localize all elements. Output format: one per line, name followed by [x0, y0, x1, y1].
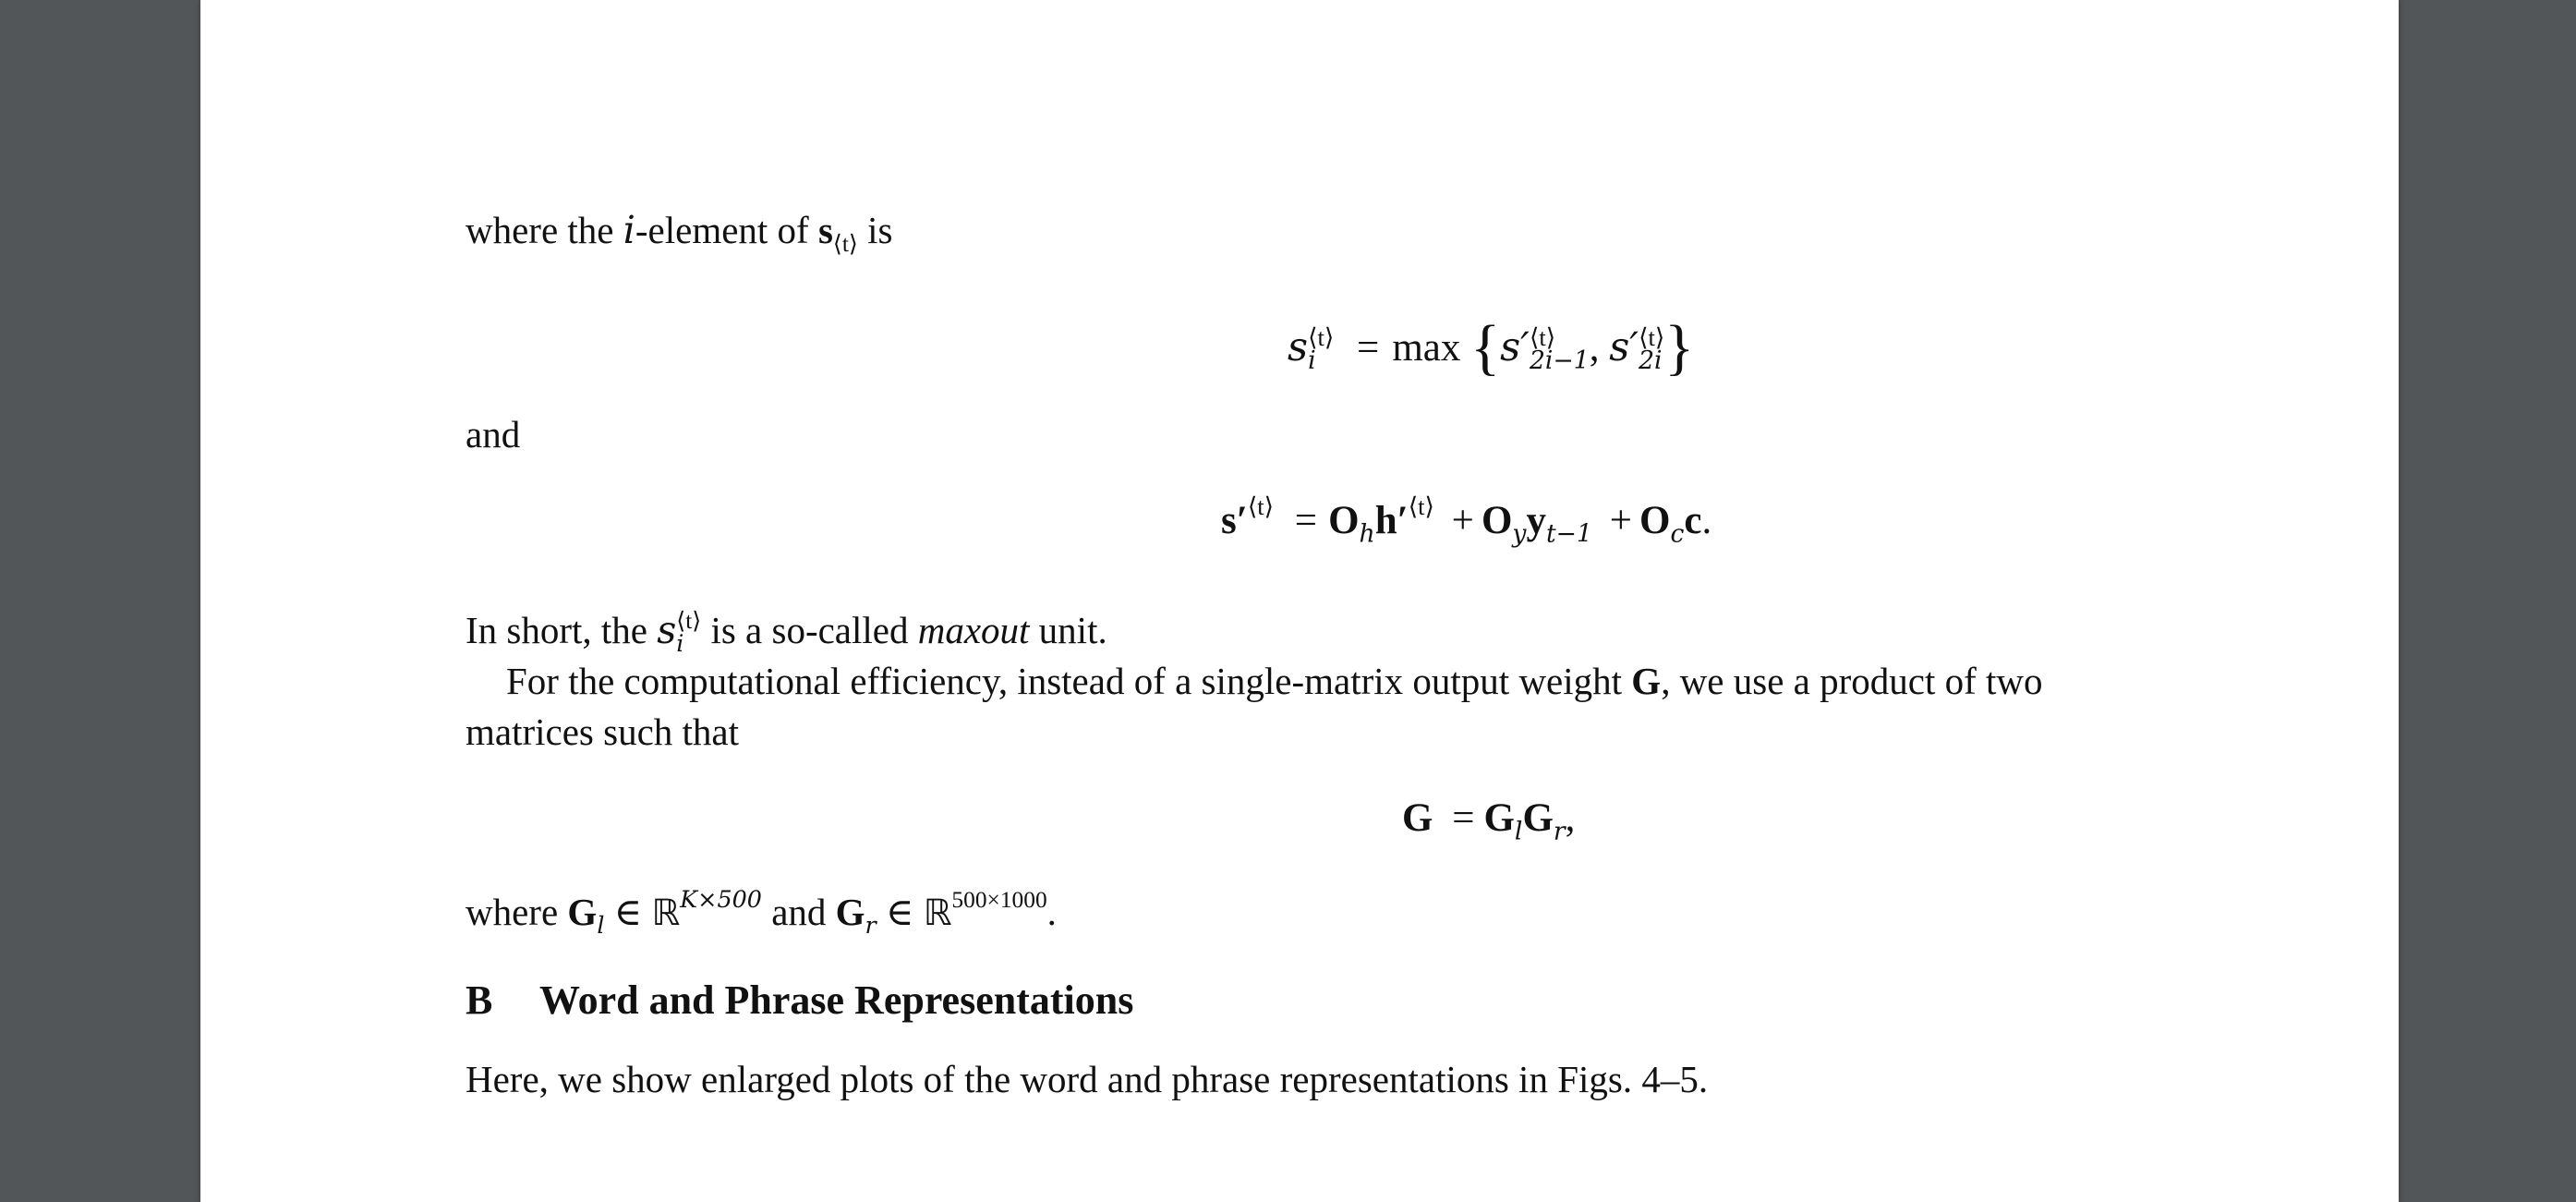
text-span: and [761, 891, 836, 933]
math-reals: ℝ [923, 892, 952, 934]
math-sub: h [1359, 519, 1375, 549]
math-sub: l [1514, 817, 1523, 846]
paragraph-element-definition [466, 205, 892, 256]
math-brace-open: { [1470, 314, 1501, 382]
math-subscript: ⟨t⟩ [832, 230, 858, 257]
math-comma: , [1589, 326, 1600, 370]
math-sub: l [597, 910, 605, 939]
document-page [200, 0, 2399, 1202]
math-var: s′ [1500, 324, 1530, 371]
paragraph-maxout [466, 605, 1107, 656]
math-sup: ⟨t⟩ [1247, 492, 1275, 521]
math-sup: ⟨t⟩ [676, 607, 702, 634]
math-in: ∈ [604, 891, 652, 933]
math-in: ∈ [876, 891, 924, 933]
math-var: s [657, 608, 677, 652]
math-var-bold: O [1639, 499, 1671, 542]
math-equals: = [1452, 796, 1475, 840]
text-span: -element of [635, 209, 818, 251]
math-period: . [1701, 499, 1712, 542]
math-sub: i [676, 628, 684, 657]
math-sup: ⟨t⟩ [1529, 323, 1556, 352]
text-span: is [857, 209, 893, 251]
equation-s-prime [1221, 494, 1711, 548]
paragraph-figures [466, 1054, 1708, 1105]
math-comma: , [1565, 796, 1576, 840]
math-var-bold: y [1526, 499, 1546, 542]
emphasis-maxout: maxout [917, 609, 1030, 651]
math-var-bold: G [835, 891, 865, 933]
math-var-bold: O [1481, 499, 1513, 542]
text-span: Here, we show enlarged plots of the word and phrase representations in Figs. 4–5. [466, 1058, 1709, 1100]
math-supsub [1639, 323, 1665, 376]
paragraph-efficiency-line2 [466, 707, 739, 758]
math-sub: r [1553, 817, 1566, 846]
text-span: where [466, 891, 568, 933]
math-var-bold: c [1684, 499, 1702, 542]
math-sub: i [1308, 346, 1316, 376]
math-supsub [1529, 323, 1590, 376]
math-var-bold: G [1402, 796, 1433, 840]
math-plus: + [1609, 499, 1632, 542]
math-reals: ℝ [651, 892, 681, 934]
math-supsub [676, 607, 702, 657]
text-span: where the [466, 209, 623, 251]
math-sub: y [1512, 519, 1527, 549]
math-var-i: i [623, 208, 635, 252]
text-span: For the computational efficiency, instead of a single-matrix output weight [506, 660, 1632, 702]
text-span: unit. [1029, 609, 1107, 651]
section-heading [466, 973, 1133, 1027]
math-sub: 2i−1 [1529, 346, 1590, 376]
text-span: , we use a product of two [1661, 660, 2043, 702]
math-var: s′ [1609, 324, 1639, 371]
section-title: Word and Phrase Representations [539, 977, 1134, 1023]
math-var-bold: G [1483, 796, 1515, 840]
math-sup: 500×1000 [951, 886, 1047, 913]
math-var-bold: G [1522, 796, 1554, 840]
math-sub: t−1 [1545, 519, 1592, 549]
text-span: matrices such that [466, 710, 740, 753]
section-number: B [466, 977, 493, 1023]
math-var-bold: s′ [1221, 499, 1248, 542]
math-var-bold: G [567, 891, 598, 933]
math-sup: K×500 [680, 884, 762, 913]
math-var-bold: h′ [1374, 499, 1409, 542]
paragraph-and [466, 409, 520, 460]
math-supsub [1308, 323, 1335, 376]
math-plus: + [1451, 499, 1474, 542]
text-span: and [466, 413, 521, 455]
paragraph-efficiency-line1 [506, 656, 2043, 707]
equation-g-product [1402, 792, 1575, 845]
math-sup: ⟨t⟩ [1308, 323, 1335, 352]
math-operator-max: max [1392, 326, 1461, 370]
math-sub: c [1670, 519, 1685, 549]
math-period: . [1046, 891, 1057, 933]
text-span: In short, the [466, 609, 658, 651]
math-sub: 2i [1639, 346, 1663, 376]
math-var-bold: G [1631, 660, 1662, 702]
math-var-s-bold: s [817, 209, 833, 251]
math-equals: = [1357, 326, 1380, 370]
math-equals: = [1294, 499, 1318, 542]
math-brace-close: } [1664, 314, 1695, 382]
math-sup: ⟨t⟩ [1639, 323, 1665, 352]
paragraph-dimensions [466, 884, 1057, 939]
equation-maxout [1288, 307, 1694, 390]
math-var-bold: O [1328, 499, 1360, 542]
text-span: is a so-called [701, 609, 918, 651]
math-var: s [1288, 324, 1309, 371]
math-sup: ⟨t⟩ [1408, 492, 1434, 521]
math-sub: r [865, 910, 877, 939]
